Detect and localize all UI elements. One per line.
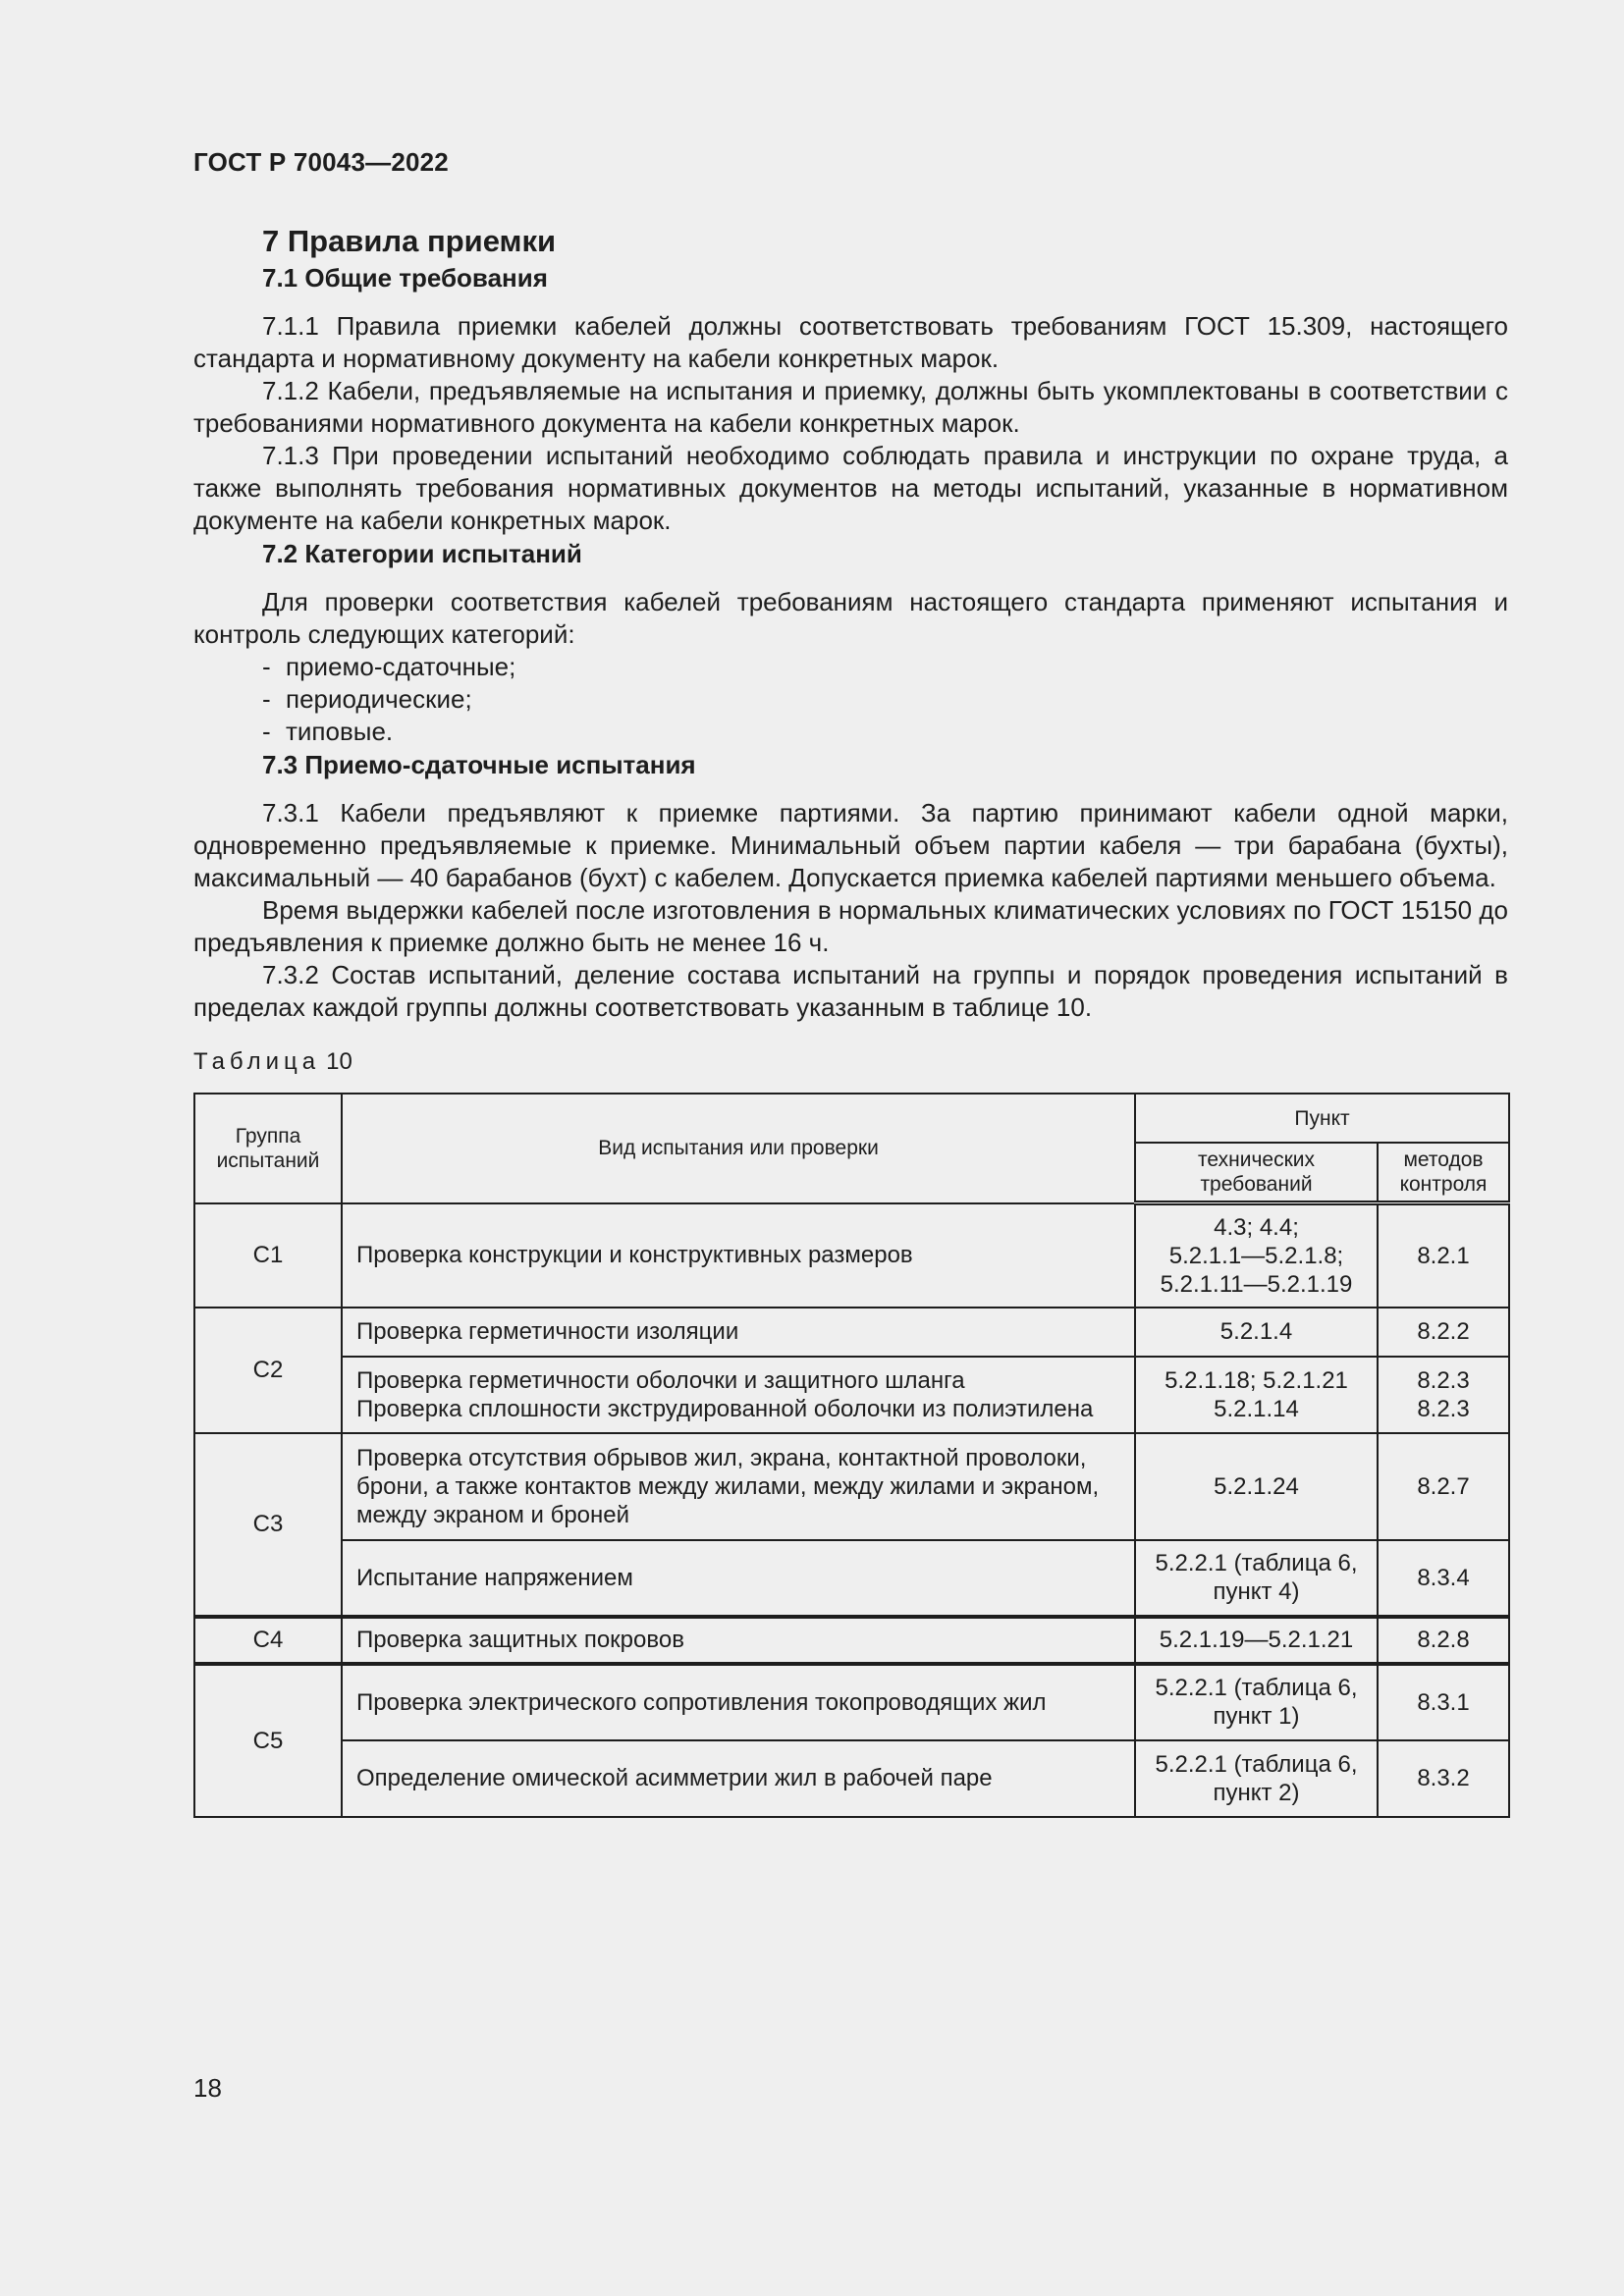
list-item: - типовые. [262, 717, 394, 746]
subsection-title-7-3: 7.3 Приемо-сдаточные испытания [262, 750, 696, 779]
subsection-title-7-1: 7.1 Общие требования [262, 263, 548, 293]
header-group: Группа испытаний [194, 1094, 342, 1203]
paragraph-7-1-2: 7.1.2 Кабели, предъявляемые на испытания и приемку, должны быть укомплектованы в соответствии с требованиями нормативного документа на кабели конкретных марок. [193, 376, 1508, 438]
paragraph-7-3-2: 7.3.2 Состав испытаний, деление состава испытаний на группы и порядок проведения испытаний в пределах каждой группы должны соответствовать указанным в таблице 10. [193, 960, 1508, 1022]
table-row: Определение омической асимметрии жил в рабочей паре 5.2.2.1 (таблица 6, пункт 2) 8.3.2 [194, 1740, 1509, 1817]
test-categories-list [193, 651, 1508, 748]
paragraph-7-1-1: 7.1.1 Правила приемки кабелей должны соответствовать требованиям ГОСТ 15.309, настоящего стандарта и нормативному документу на кабели конкретных марок. [193, 311, 1508, 373]
document-code-header: ГОСТ Р 70043—2022 [193, 147, 449, 177]
table-row: С3 Проверка отсутствия обрывов жил, экрана, контактной проволоки, брони, а также контактов между жилами, между жилами и экраном, между экраном и броней 5.2.1.24 8.2.7 [194, 1433, 1509, 1540]
tests-table [193, 1093, 1510, 1818]
header-methods: методов контроля [1378, 1143, 1509, 1203]
table-caption: Таблица 10 [193, 1048, 352, 1075]
table-row: С5 Проверка электрического сопротивления токопроводящих жил 5.2.2.1 (таблица 6, пункт 1) 8.3.1 [194, 1664, 1509, 1740]
paragraph-7-1-3: 7.1.3 При проведении испытаний необходимо соблюдать правила и инструкции по охране труда, а также выполнять требования нормативных документов на методы испытаний, указанные в нормативном документе на кабели конкретных марок. [193, 441, 1508, 535]
paragraph-7-3-1: 7.3.1 Кабели предъявляют к приемке партиями. За партию принимают кабели одной марки, одновременно предъявляемые к приемке. Минимальный объем партии кабеля — три барабана (бухты), максимальный — 40 барабанов (бухт) с кабелем. Допускается приемка кабелей партиями меньшего объема. [193, 798, 1508, 892]
subsection-title-7-2: 7.2 Категории испытаний [262, 539, 582, 568]
paragraph-hold-time: Время выдержки кабелей после изготовления в нормальных климатических условиях по ГОСТ 15150 до предъявления к приемке должно быть не менее 16 ч. [193, 895, 1508, 957]
table-row: Проверка герметичности оболочки и защитного шланга Проверка сплошности экструдированной оболочки из полиэтилена 5.2.1.18; 5.2.1.21 5.2.1.14 8.2.3 8.2.3 [194, 1357, 1509, 1433]
table-row: С4 Проверка защитных покровов 5.2.1.19—5.2.1.21 8.2.8 [194, 1617, 1509, 1664]
table-row: С1 Проверка конструкции и конструктивных размеров 4.3; 4.4; 5.2.1.1—5.2.1.8; 5.2.1.11—5.2.1.19 8.2.1 [194, 1203, 1509, 1308]
header-requirements: технических требований [1135, 1143, 1378, 1203]
list-item: - периодические; [262, 684, 472, 714]
section-title: 7 Правила приемки [262, 224, 557, 258]
header-test: Вид испытания или проверки [342, 1094, 1135, 1203]
paragraph-7-2-intro: Для проверки соответствия кабелей требованиям настоящего стандарта применяют испытания и контроль следующих категорий: [193, 587, 1508, 649]
list-item: - приемо-сдаточные; [262, 652, 516, 681]
header-clause: Пункт [1135, 1094, 1509, 1143]
table-row: Испытание напряжением 5.2.2.1 (таблица 6, пункт 4) 8.3.4 [194, 1540, 1509, 1617]
page-number: 18 [193, 2073, 222, 2103]
page-content [193, 222, 1508, 1818]
table-row: С2 Проверка герметичности изоляции 5.2.1.4 8.2.2 [194, 1308, 1509, 1357]
